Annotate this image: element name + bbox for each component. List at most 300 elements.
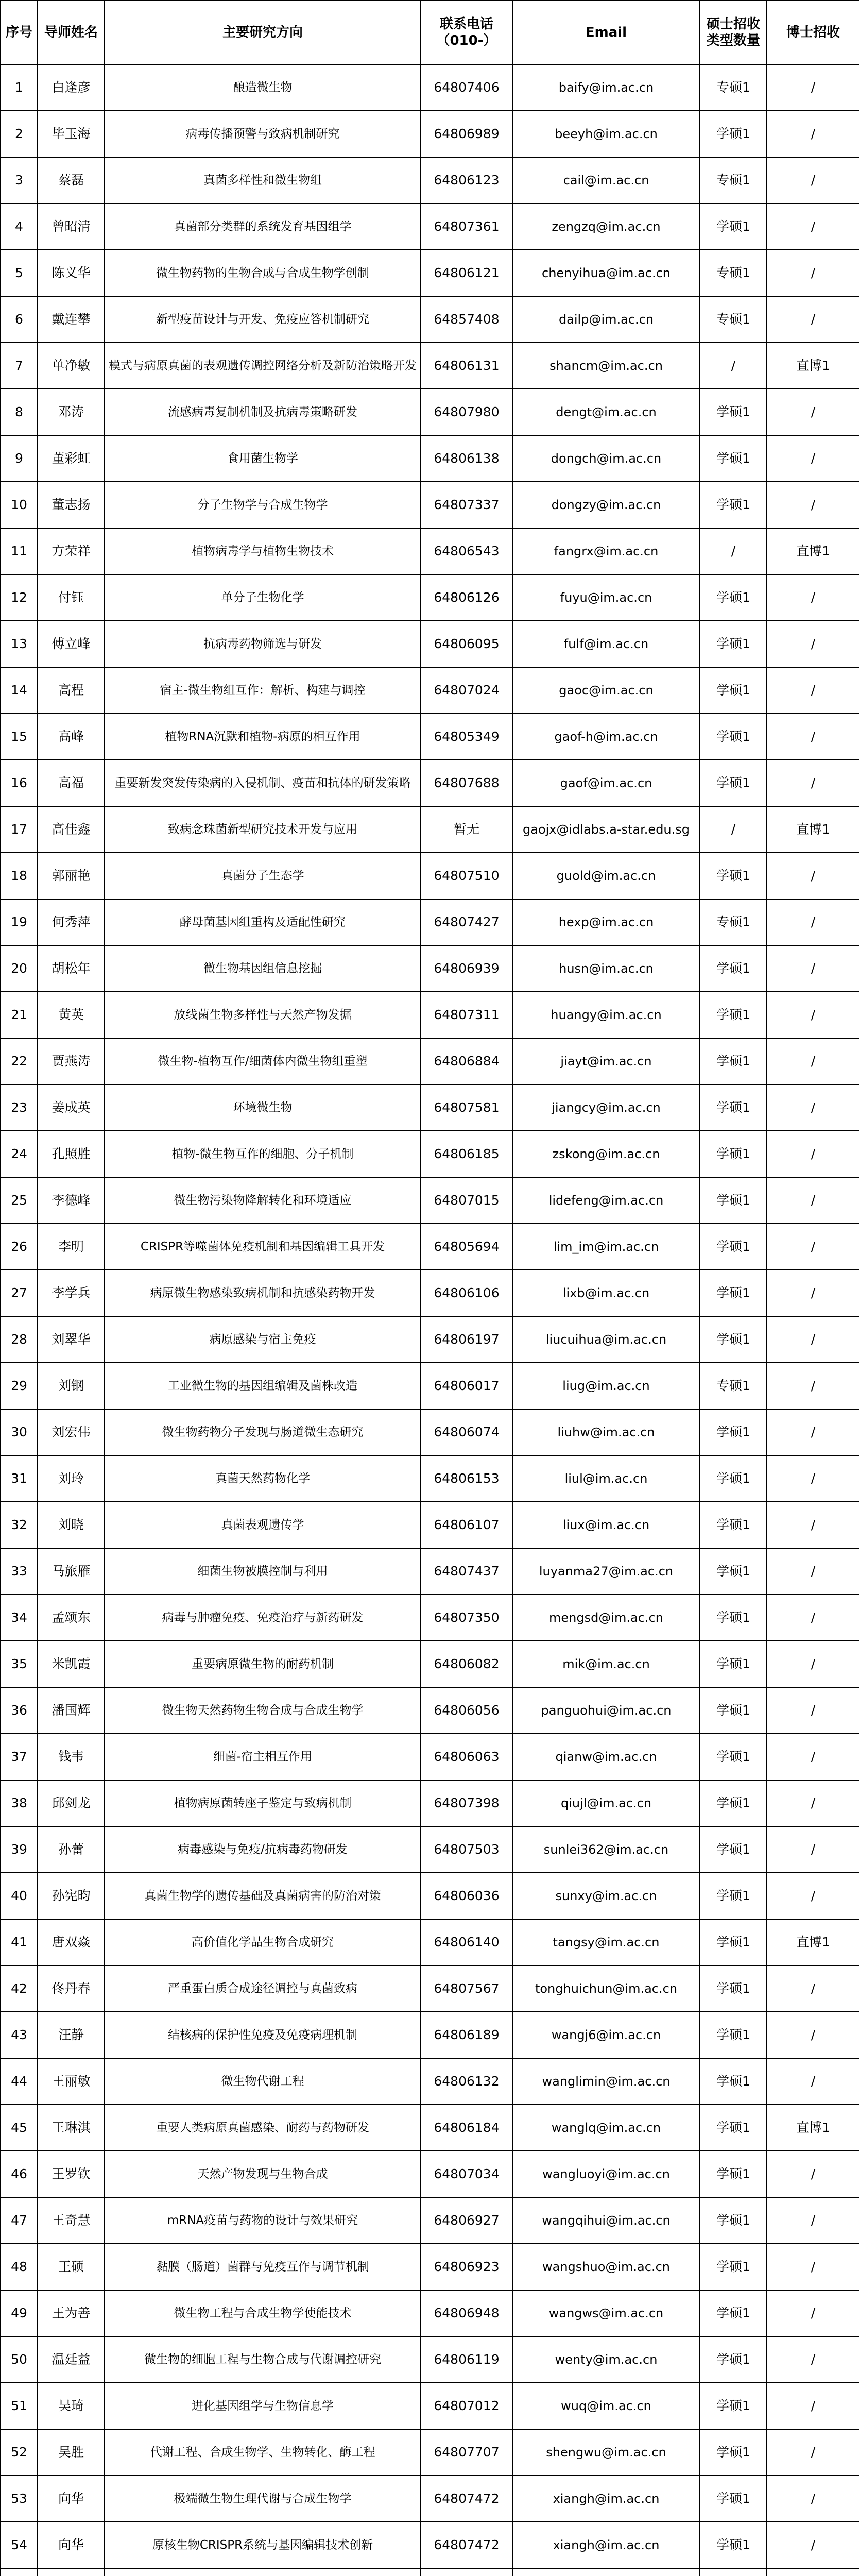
cell-phd: / [767,1455,859,1502]
cell-phone: 64807398 [421,1780,512,1826]
cell-phone: 64807581 [421,1084,512,1131]
cell-topic: 微生物天然药物生物合成与合成生物学 [105,1687,421,1734]
cell-name: 刘钢 [38,1363,105,1409]
cell-phone: 64807980 [421,389,512,435]
table-row [1,1826,859,1873]
table-row [1,296,859,343]
cell-topic: 微生物基因组信息挖掘 [105,945,421,992]
cell-master: 学硕1 [700,1177,767,1224]
cell-email: wangshuo@im.ac.cn [512,2244,700,2290]
cell-phone: 64806948 [421,2290,512,2336]
cell-topic: 结核病的保护性免疫及免疫病理机制 [105,2012,421,2058]
cell-email: wangluoyi@im.ac.cn [512,2151,700,2197]
cell-email: xiangh@im.ac.cn [512,2522,700,2568]
cell-no: 1 [1,64,38,111]
cell-name: 马旅雁 [38,1548,105,1595]
cell-master: 专硕1 [700,250,767,296]
cell-phone: 64806132 [421,2058,512,2105]
cell-phd: / [767,250,859,296]
cell-topic: 微生物工程与合成生物学使能技术 [105,2290,421,2336]
cell-name: 贾燕涛 [38,1038,105,1084]
table-row [1,1502,859,1548]
cell-email: dongch@im.ac.cn [512,435,700,482]
cell-name: 蔡磊 [38,157,105,204]
cell-phd: / [767,2058,859,2105]
cell-phone: 64807015 [421,1177,512,1224]
cell-phone: 64806138 [421,435,512,482]
table-row [1,2336,859,2383]
cell-phd: / [767,853,859,899]
cell-name: 刘晓 [38,1502,105,1548]
cell-topic: 真菌生物学的遗传基础及真菌病害的防治对策 [105,1873,421,1919]
cell-name: 付钰 [38,574,105,621]
cell-email: zengzq@im.ac.cn [512,204,700,250]
cell-no: 20 [1,945,38,992]
table-row [1,2151,859,2197]
cell-master: 学硕1 [700,2244,767,2290]
cell-phd: / [767,2383,859,2429]
cell-master: / [700,806,767,853]
cell-master: 学硕1 [700,2058,767,2105]
cell-email: fuyu@im.ac.cn [512,574,700,621]
cell-phd: / [767,2522,859,2568]
table-row [1,2244,859,2290]
cell-topic: 原核生物CRISPR系统与基因编辑技术创新 [105,2522,421,2568]
cell-email: wenty@im.ac.cn [512,2336,700,2383]
cell-topic: 致病念珠菌新型研究技术开发与应用 [105,806,421,853]
cell-phd: / [767,1409,859,1455]
cell-topic: 酿造微生物 [105,64,421,111]
cell-phd: / [767,389,859,435]
cell-phone: 暂无 [421,806,512,853]
table-row [1,1455,859,1502]
cell-email: jiayt@im.ac.cn [512,1038,700,1084]
cell-phone: 64807361 [421,204,512,250]
table-row [1,2105,859,2151]
cell-topic: 酵母菌基因组重构及适配性研究 [105,899,421,945]
header-row [1,1,859,64]
cell-email: luyanma27@im.ac.cn [512,1548,700,1595]
cell-topic: 工业微生物的基因组编辑及菌株改造 [105,1363,421,1409]
cell-phone: 64807427 [421,899,512,945]
cell-email: fulf@im.ac.cn [512,621,700,667]
cell-name: 米凯霞 [38,1641,105,1687]
cell-phone: 64807437 [421,1548,512,1595]
cell-phd: 直博1 [767,1919,859,1965]
cell-topic: 植物RNA沉默和植物-病原的相互作用 [105,714,421,760]
column-header-email: Email [512,1,700,64]
cell-email: husn@im.ac.cn [512,945,700,992]
cell-phd: / [767,2197,859,2244]
cell-master: 学硕1 [700,1641,767,1687]
cell-master: 学硕1 [700,1316,767,1363]
cell-name: 汪静 [38,2012,105,2058]
cell-phd: / [767,1641,859,1687]
cell-no: 16 [1,760,38,806]
table-row [1,528,859,574]
cell-phd: 直博1 [767,343,859,389]
cell-name: 刘玲 [38,1455,105,1502]
cell-master: 学硕1 [700,1224,767,1270]
cell-no: 29 [1,1363,38,1409]
cell-master: 学硕1 [700,2336,767,2383]
cell-phone: 64807510 [421,853,512,899]
table-row [1,1224,859,1270]
cell-master: 学硕1 [700,1038,767,1084]
cell-email: qiujl@im.ac.cn [512,1780,700,1826]
cell-email [512,2568,700,2576]
cell-name: 孔照胜 [38,1131,105,1177]
cell-name: 曾昭清 [38,204,105,250]
cell-no: 25 [1,1177,38,1224]
table-row [1,2383,859,2429]
cell-master: 学硕1 [700,1873,767,1919]
column-header-master: 硕士招收类型数量 [700,1,767,64]
cell-phd: / [767,1965,859,2012]
cell-phone: 64807688 [421,760,512,806]
cell-phd: 直博1 [767,2105,859,2151]
cell-email: beeyh@im.ac.cn [512,111,700,157]
cell-name: 李德峰 [38,1177,105,1224]
cell-master: 专硕1 [700,157,767,204]
cell-master [700,2568,767,2576]
table-row [1,435,859,482]
cell-no: 15 [1,714,38,760]
cell-phone: 64805694 [421,1224,512,1270]
cell-topic: 病原感染与宿主免疫 [105,1316,421,1363]
table-header [1,1,859,64]
cell-email: zskong@im.ac.cn [512,1131,700,1177]
table-row [1,1595,859,1641]
cell-master: / [700,528,767,574]
cell-phd: / [767,714,859,760]
cell-name: 唐双焱 [38,1919,105,1965]
cell-no: 47 [1,2197,38,2244]
cell-email: wangws@im.ac.cn [512,2290,700,2336]
cell-email: liux@im.ac.cn [512,1502,700,1548]
cell-name: 佟丹春 [38,1965,105,2012]
cell-name: 孟颂东 [38,1595,105,1641]
table-row [1,482,859,528]
cell-phd: / [767,621,859,667]
cell-topic: 重要新发突发传染病的入侵机制、疫苗和抗体的研发策略 [105,760,421,806]
cell-topic: 高价值化学品生物合成研究 [105,1919,421,1965]
cell-phd: / [767,1595,859,1641]
column-header-name: 导师姓名 [38,1,105,64]
table-row [1,1270,859,1316]
cell-no: 13 [1,621,38,667]
table-row [1,1873,859,1919]
cell-phone: 64806036 [421,1873,512,1919]
cell-master: 学硕1 [700,1548,767,1595]
table-row [1,389,859,435]
cell-master: 学硕1 [700,2012,767,2058]
cell-master: 学硕1 [700,2429,767,2476]
cell-phone: 64807034 [421,2151,512,2197]
cell-topic: 真菌多样性和微生物组 [105,157,421,204]
cell-email: lim_im@im.ac.cn [512,1224,700,1270]
cell-no: 22 [1,1038,38,1084]
cell-no: 21 [1,992,38,1038]
cell-name: 白逢彦 [38,64,105,111]
cell-master: 学硕1 [700,945,767,992]
cell-master: 专硕1 [700,296,767,343]
cell-master: 学硕1 [700,1780,767,1826]
cell-phd: / [767,1826,859,1873]
cell-email: guold@im.ac.cn [512,853,700,899]
table-row [1,2522,859,2568]
cell-name: 王硕 [38,2244,105,2290]
cell-name: 毕玉海 [38,111,105,157]
cell-phone: 64806082 [421,1641,512,1687]
cell-phone [421,2568,512,2576]
cell-phd: / [767,1687,859,1734]
table-row [1,2197,859,2244]
cell-topic: 分子生物学与合成生物学 [105,482,421,528]
cell-topic: 食用菌生物学 [105,435,421,482]
cell-name [38,2568,105,2576]
cell-phone: 64806056 [421,1687,512,1734]
cell-phd: / [767,2336,859,2383]
cell-no: 49 [1,2290,38,2336]
cell-no: 42 [1,1965,38,2012]
table-row [1,2290,859,2336]
cell-phd: / [767,435,859,482]
cell-topic: 代谢工程、合成生物学、生物转化、酶工程 [105,2429,421,2476]
cell-name: 陈义华 [38,250,105,296]
cell-email: dongzy@im.ac.cn [512,482,700,528]
cell-email: lidefeng@im.ac.cn [512,1177,700,1224]
cell-master: 学硕1 [700,1270,767,1316]
cell-topic: 微生物-植物互作/细菌体内微生物组重塑 [105,1038,421,1084]
cell-topic: 流感病毒复制机制及抗病毒策略研发 [105,389,421,435]
cell-email: tangsy@im.ac.cn [512,1919,700,1965]
cell-email: lixb@im.ac.cn [512,1270,700,1316]
cell-name: 方荣祥 [38,528,105,574]
table-row [1,250,859,296]
cell-email: baify@im.ac.cn [512,64,700,111]
cell-phone: 64806184 [421,2105,512,2151]
cell-topic: 进化基因组学与生物信息学 [105,2383,421,2429]
cell-topic: 植物病原菌转座子鉴定与致病机制 [105,1780,421,1826]
cell-phd: / [767,1131,859,1177]
cell-phd: / [767,482,859,528]
cell-master: 学硕1 [700,621,767,667]
cell-master: 学硕1 [700,2197,767,2244]
cell-phd: / [767,992,859,1038]
cell-phd: / [767,1316,859,1363]
cell-phone: 64806107 [421,1502,512,1548]
cell-email: wangj6@im.ac.cn [512,2012,700,2058]
cell-phd: / [767,1177,859,1224]
cell-no: 27 [1,1270,38,1316]
cell-email: sunxy@im.ac.cn [512,1873,700,1919]
cell-phone: 64807472 [421,2522,512,2568]
cell-name: 董志扬 [38,482,105,528]
cell-no: 46 [1,2151,38,2197]
cell-master: 学硕1 [700,574,767,621]
cell-master: 专硕1 [700,899,767,945]
cell-phone: 64806017 [421,1363,512,1409]
column-header-no: 序号 [1,1,38,64]
cell-no: 50 [1,2336,38,2383]
cell-master: 学硕1 [700,111,767,157]
cell-phone: 64806095 [421,621,512,667]
cell-topic: 极端微生物生理代谢与合成生物学 [105,2476,421,2522]
table-row [1,806,859,853]
cell-master: 专硕1 [700,1363,767,1409]
cell-topic: 抗病毒药物筛选与研发 [105,621,421,667]
cell-name: 李明 [38,1224,105,1270]
cell-topic: 病原微生物感染致病机制和抗感染药物开发 [105,1270,421,1316]
cell-phone: 64807567 [421,1965,512,2012]
cell-name: 高佳鑫 [38,806,105,853]
cell-name: 邓涛 [38,389,105,435]
cell-email: wanglq@im.ac.cn [512,2105,700,2151]
cell-phone: 64807337 [421,482,512,528]
cell-phd: / [767,1548,859,1595]
cell-topic: 植物-微生物互作的细胞、分子机制 [105,1131,421,1177]
cell-no: 32 [1,1502,38,1548]
cell-email: qianw@im.ac.cn [512,1734,700,1780]
cell-email: gaoc@im.ac.cn [512,667,700,714]
cell-email: wangqihui@im.ac.cn [512,2197,700,2244]
table-row [1,899,859,945]
cell-phone: 64806140 [421,1919,512,1965]
cell-no: 18 [1,853,38,899]
cell-phd: / [767,1780,859,1826]
cell-email: wuq@im.ac.cn [512,2383,700,2429]
cell-name: 刘宏伟 [38,1409,105,1455]
cell-topic: 重要人类病原真菌感染、耐药与药物研发 [105,2105,421,2151]
cell-name: 高峰 [38,714,105,760]
cell-phd: / [767,1734,859,1780]
cell-phone: 64807707 [421,2429,512,2476]
cell-phd: / [767,899,859,945]
cell-topic: 天然产物发现与生物合成 [105,2151,421,2197]
cell-topic: 真菌分子生态学 [105,853,421,899]
cell-phd: / [767,1270,859,1316]
cell-no: 5 [1,250,38,296]
cell-no: 10 [1,482,38,528]
cell-name: 董彩虹 [38,435,105,482]
cell-topic: 微生物的细胞工程与生物合成与代谢调控研究 [105,2336,421,2383]
cell-master: 学硕1 [700,2151,767,2197]
cell-email: liuhw@im.ac.cn [512,1409,700,1455]
cell-no: 53 [1,2476,38,2522]
cell-name: 王为善 [38,2290,105,2336]
cell-phone: 64807350 [421,1595,512,1641]
cell-no: 12 [1,574,38,621]
table-row [1,667,859,714]
cell-phd: 直博1 [767,806,859,853]
cell-no: 37 [1,1734,38,1780]
table-row [1,1641,859,1687]
cell-phd: / [767,945,859,992]
cell-email: xiangh@im.ac.cn [512,2476,700,2522]
cell-email: tonghuichun@im.ac.cn [512,1965,700,2012]
cell-topic: 微生物污染物降解转化和环境适应 [105,1177,421,1224]
cell-email: gaojx@idlabs.a-star.edu.sg [512,806,700,853]
cell-email: wanglimin@im.ac.cn [512,2058,700,2105]
cell-phone: 64807311 [421,992,512,1038]
cell-phone: 64806153 [421,1455,512,1502]
cell-no: 2 [1,111,38,157]
column-header-topic: 主要研究方向 [105,1,421,64]
cell-no: 17 [1,806,38,853]
cell-name: 单净敏 [38,343,105,389]
cell-topic: 病毒感染与免疫/抗病毒药物研发 [105,1826,421,1873]
cell-name: 何秀萍 [38,899,105,945]
cell-master: 学硕1 [700,667,767,714]
table-row [1,574,859,621]
cell-master: 学硕1 [700,1084,767,1131]
cell-email: dailp@im.ac.cn [512,296,700,343]
table-row [1,2058,859,2105]
cell-name: 王罗钦 [38,2151,105,2197]
cell-master: 学硕1 [700,714,767,760]
table-row [1,1316,859,1363]
cell-name: 向华 [38,2522,105,2568]
table-row [1,945,859,992]
cell-phone: 64806106 [421,1270,512,1316]
cell-topic: 微生物药物分子发现与肠道微生态研究 [105,1409,421,1455]
cell-master: 学硕1 [700,1455,767,1502]
cell-no: 28 [1,1316,38,1363]
cell-no: 26 [1,1224,38,1270]
cell-name: 姜成英 [38,1084,105,1131]
table-row [1,1734,859,1780]
cell-topic [105,2568,421,2576]
cell-master: 学硕1 [700,482,767,528]
cell-no: 43 [1,2012,38,2058]
cell-name: 高福 [38,760,105,806]
cell-name: 钱韦 [38,1734,105,1780]
cell-master: 学硕1 [700,1502,767,1548]
cell-no: 36 [1,1687,38,1734]
cell-no: 14 [1,667,38,714]
cell-no: 40 [1,1873,38,1919]
cell-topic: 严重蛋白质合成途径调控与真菌致病 [105,1965,421,2012]
cell-email: hexp@im.ac.cn [512,899,700,945]
cell-no: 48 [1,2244,38,2290]
table-row [1,1548,859,1595]
cell-phd [767,2568,859,2576]
cell-email: shengwu@im.ac.cn [512,2429,700,2476]
cell-no: 19 [1,899,38,945]
cell-no: 33 [1,1548,38,1595]
cell-no: 9 [1,435,38,482]
cell-no: 3 [1,157,38,204]
cell-topic: 真菌部分类群的系统发育基因组学 [105,204,421,250]
table-row [1,1965,859,2012]
cell-phd: / [767,667,859,714]
cell-topic: 重要病原微生物的耐药机制 [105,1641,421,1687]
column-header-phone: 联系电话 （010-） [421,1,512,64]
cell-email: liucuihua@im.ac.cn [512,1316,700,1363]
cell-topic: mRNA疫苗与药物的设计与效果研究 [105,2197,421,2244]
cell-topic: 黏膜（肠道）菌群与免疫互作与调节机制 [105,2244,421,2290]
cell-topic: 环境微生物 [105,1084,421,1131]
table-row [1,2012,859,2058]
table-row [1,1919,859,1965]
cell-name: 吴琦 [38,2383,105,2429]
cell-name: 胡松年 [38,945,105,992]
table-row [1,1687,859,1734]
table-row [1,1177,859,1224]
cell-no: 52 [1,2429,38,2476]
cell-topic: 细菌-宿主相互作用 [105,1734,421,1780]
